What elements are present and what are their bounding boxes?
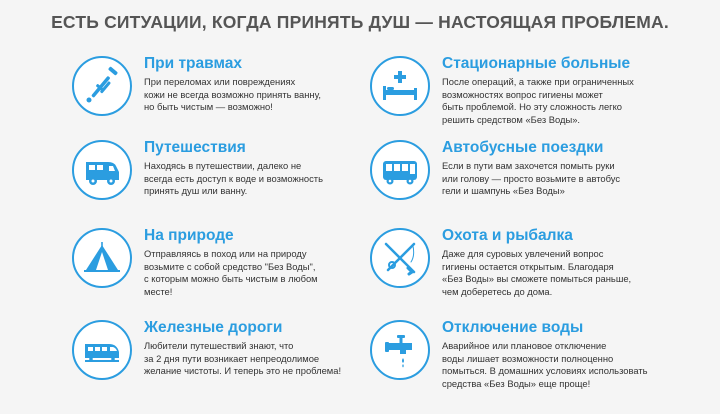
situation-title: При травмах	[144, 55, 242, 72]
camper-van-icon	[72, 140, 132, 200]
train-icon	[72, 320, 132, 380]
situation-description: Отправляясь в поход или на природу возьмите с собой средство "Без Воды", с которым можно быть чистым в любом месте!	[144, 248, 318, 297]
tent-icon	[72, 228, 132, 288]
situation-title: Стационарные больные	[442, 55, 631, 72]
situation-description: Если в пути вам захочется помыть руки или голову — просто возьмите в автобус гели и шампунь «Без Воды»	[442, 160, 621, 196]
faucet-icon	[370, 320, 430, 380]
situation-injuries	[72, 56, 412, 146]
situation-title: Отключение воды	[442, 319, 584, 336]
hospital-bed-icon	[370, 56, 430, 116]
situation-title: Автобусные поездки	[442, 139, 604, 156]
bus-icon	[370, 140, 430, 200]
situation-bus-trips	[370, 140, 710, 230]
situation-title: Железные дороги	[144, 319, 283, 336]
situation-railways	[72, 320, 412, 410]
situation-water-outage	[370, 320, 710, 410]
situation-hunting-fishing	[370, 228, 710, 318]
situation-description: Аварийное или плановое отключение воды лишает возможности полноценно помыться. В домашних условиях использовать средства «Без Воды» еще проще!	[442, 340, 648, 389]
situation-outdoors	[72, 228, 412, 318]
situation-description: Находясь в путешествии, далеко не всегда есть доступ к воде и возможность принять душ или ванну.	[144, 160, 323, 196]
situation-description: Даже для суровых увлечений вопрос гигиены остается открытым. Благодаря «Без Воды» вы сможете помыться раньше, чем доберетесь до дома.	[442, 248, 632, 297]
situation-title: Охота и рыбалка	[442, 227, 573, 244]
situation-travel	[72, 140, 412, 230]
situation-title: Путешествия	[144, 139, 246, 156]
rifle-rod-icon	[370, 228, 430, 288]
situation-description: После операций, а также при ограниченных возможностях вопрос гигиены может быть проблемой. Но эту сложность легко решить средством «Без Воды».	[442, 76, 634, 125]
situation-inpatients	[370, 56, 710, 146]
crutch-icon	[72, 56, 132, 116]
page-title: ЕСТЬ СИТУАЦИИ, КОГДА ПРИНЯТЬ ДУШ — НАСТОЯЩАЯ ПРОБЛЕМА.	[51, 12, 669, 32]
situation-title: На природе	[144, 227, 234, 244]
situation-description: При переломах или повреждениях кожи не всегда возможно принять ванну, но быть чистым — возможно!	[144, 76, 321, 112]
situation-description: Любители путешествий знают, что за 2 дня пути возникает непреодолимое желание чистоты. И теперь это не проблема!	[144, 340, 342, 376]
